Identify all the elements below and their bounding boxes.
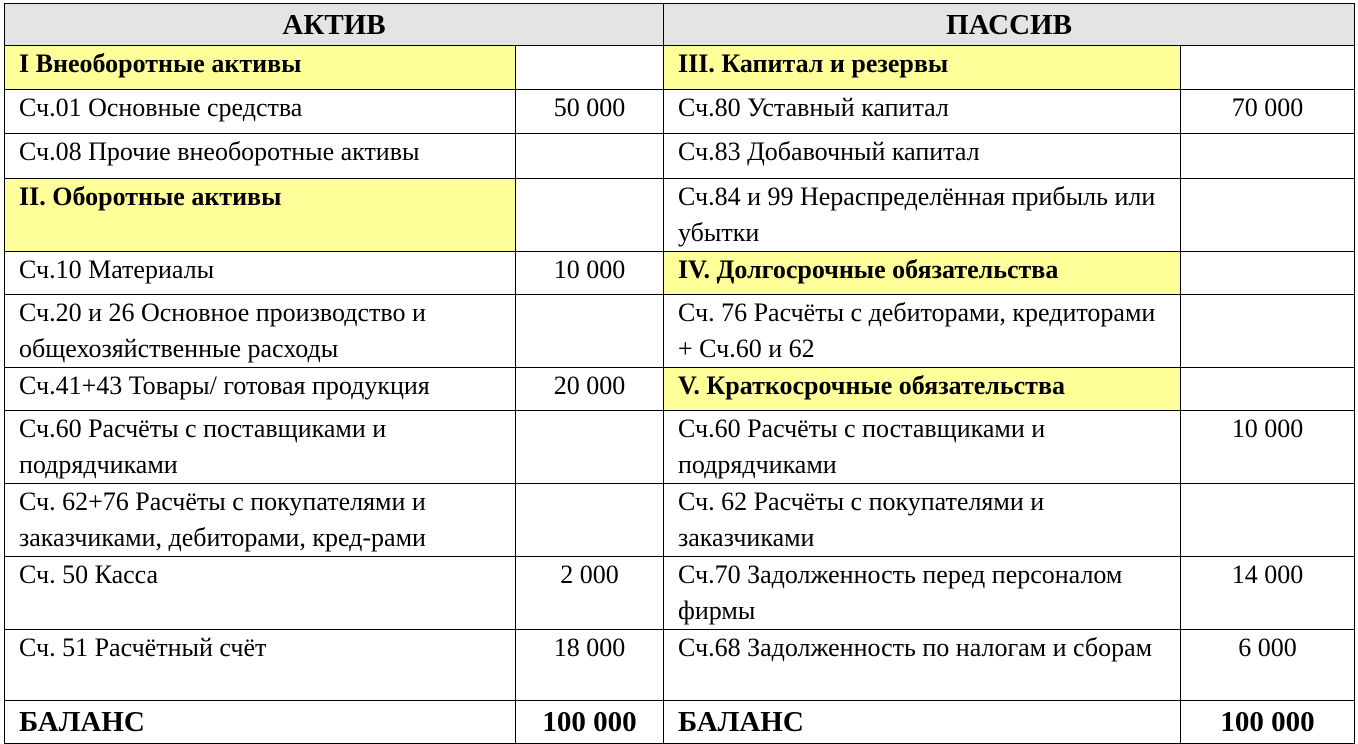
asset-account-label: Сч.01 Основные средства [5,90,516,134]
liability-value [1181,134,1355,179]
liability-value: 10 000 [1181,411,1355,484]
asset-value: 50 000 [516,90,664,134]
table-row [5,134,1355,179]
liability-value: 14 000 [1181,557,1355,630]
liability-value [1181,179,1355,252]
liability-account-label: Сч.83 Добавочный капитал [664,134,1181,179]
asset-account-label: Сч.20 и 26 Основное производство и общехозяйственные расходы [5,295,516,368]
table-row [5,252,1355,295]
liability-total-value: 100 000 [1181,701,1355,744]
table-row [5,90,1355,134]
asset-value [516,179,664,252]
asset-total-label: БАЛАНС [5,701,516,744]
liability-account-label: Сч.70 Задолженность перед персоналом фирмы [664,557,1181,630]
table-row [5,295,1355,368]
table-row [5,368,1355,411]
table-row [5,411,1355,484]
asset-account-label: Сч.08 Прочие внеоборотные активы [5,134,516,179]
asset-value: 10 000 [516,252,664,295]
header-row [5,4,1355,46]
asset-account-label: Сч. 62+76 Расчёты с покупателями и заказчиками, дебиторами, кред-рами [5,484,516,557]
liability-value: 6 000 [1181,630,1355,701]
liability-account-label: Сч. 62 Расчёты с покупателями и заказчиками [664,484,1181,557]
asset-value [516,295,664,368]
asset-value: 2 000 [516,557,664,630]
asset-value: 18 000 [516,630,664,701]
table-row [5,46,1355,90]
asset-account-label: Сч.60 Расчёты с поставщиками и подрядчиками [5,411,516,484]
liability-account-label: Сч.84 и 99 Нераспределённая прибыль или убытки [664,179,1181,252]
asset-section-title: II. Оборотные активы [5,179,516,252]
table-row [5,179,1355,252]
asset-total-value: 100 000 [516,701,664,744]
liability-value [1181,295,1355,368]
liability-header: ПАССИВ [664,4,1355,46]
asset-value [516,46,664,90]
liability-account-label: Сч. 76 Расчёты с дебиторами, кредиторами + Сч.60 и 62 [664,295,1181,368]
liability-value [1181,252,1355,295]
liability-account-label: Сч.80 Уставный капитал [664,90,1181,134]
asset-section-title: I Внеоборотные активы [5,46,516,90]
table-row [5,630,1355,701]
table-row [5,557,1355,630]
asset-value: 20 000 [516,368,664,411]
asset-account-label: Сч.41+43 Товары/ готовая продукция [5,368,516,411]
asset-account-label: Сч.10 Материалы [5,252,516,295]
table-row [5,484,1355,557]
asset-header: АКТИВ [5,4,664,46]
liability-value [1181,46,1355,90]
liability-value: 70 000 [1181,90,1355,134]
asset-account-label: Сч. 50 Касса [5,557,516,630]
asset-account-label: Сч. 51 Расчётный счёт [5,630,516,701]
balance-total-row [5,701,1355,744]
liability-section-title: IV. Долгосрочные обязательства [664,252,1181,295]
asset-value [516,484,664,557]
liability-account-label: Сч.68 Задолженность по налогам и сборам [664,630,1181,701]
liability-section-title: III. Капитал и резервы [664,46,1181,90]
liability-account-label: Сч.60 Расчёты с поставщиками и подрядчиками [664,411,1181,484]
liability-total-label: БАЛАНС [664,701,1181,744]
asset-value [516,134,664,179]
balance-sheet-table [4,3,1355,744]
asset-value [516,411,664,484]
liability-section-title: V. Краткосрочные обязательства [664,368,1181,411]
liability-value [1181,368,1355,411]
liability-value [1181,484,1355,557]
